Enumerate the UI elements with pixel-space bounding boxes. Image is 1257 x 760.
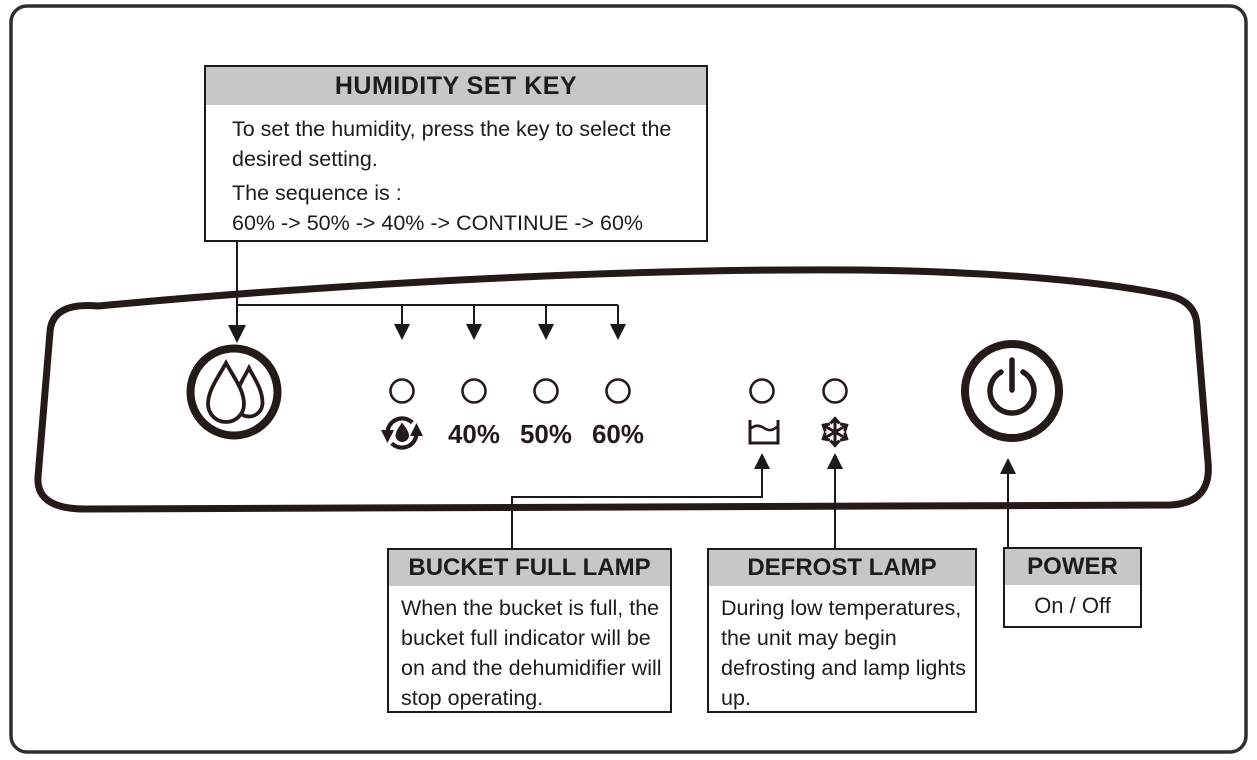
callout-bucket-body: When the bucket is full, the bucket full indicator will be on and the dehumidifier will stop operating. — [401, 596, 662, 710]
callout-humidity-body: To set the humidity, press the key to select the desired setting. — [232, 117, 672, 171]
led-50-percent — [535, 380, 558, 403]
callout-humidity-sequence-label: The sequence is : — [232, 181, 402, 205]
callout-defrost-lamp — [707, 548, 977, 713]
callout-humidity-sequence: 60% -> 50% -> 40% -> CONTINUE -> 60% — [232, 211, 644, 235]
callout-defrost-body: During low temperatures, the unit may begin defrosting and lamp lights up. — [721, 596, 967, 710]
callout-defrost-title: DEFROST LAMP — [709, 550, 975, 586]
power-button — [965, 344, 1059, 438]
led-continuous — [391, 380, 414, 403]
led-40-percent — [463, 380, 486, 403]
callout-bucket-title: BUCKET FULL LAMP — [389, 550, 670, 586]
label-60-percent: 60% — [591, 419, 645, 449]
humidity-set-key-button — [191, 349, 278, 436]
callout-bucket-full-lamp — [387, 548, 672, 713]
callout-power — [1003, 547, 1142, 628]
led-60-percent — [607, 380, 630, 403]
led-bucket-full — [751, 380, 774, 403]
callout-humidity-set-key — [204, 65, 708, 242]
callout-humidity-title: HUMIDITY SET KEY — [206, 67, 706, 105]
led-defrost — [824, 380, 847, 403]
callout-power-title: POWER — [1005, 549, 1140, 585]
callout-power-body: On / Off — [1034, 593, 1111, 618]
label-40-percent: 40% — [447, 419, 501, 449]
label-50-percent: 50% — [519, 419, 573, 449]
